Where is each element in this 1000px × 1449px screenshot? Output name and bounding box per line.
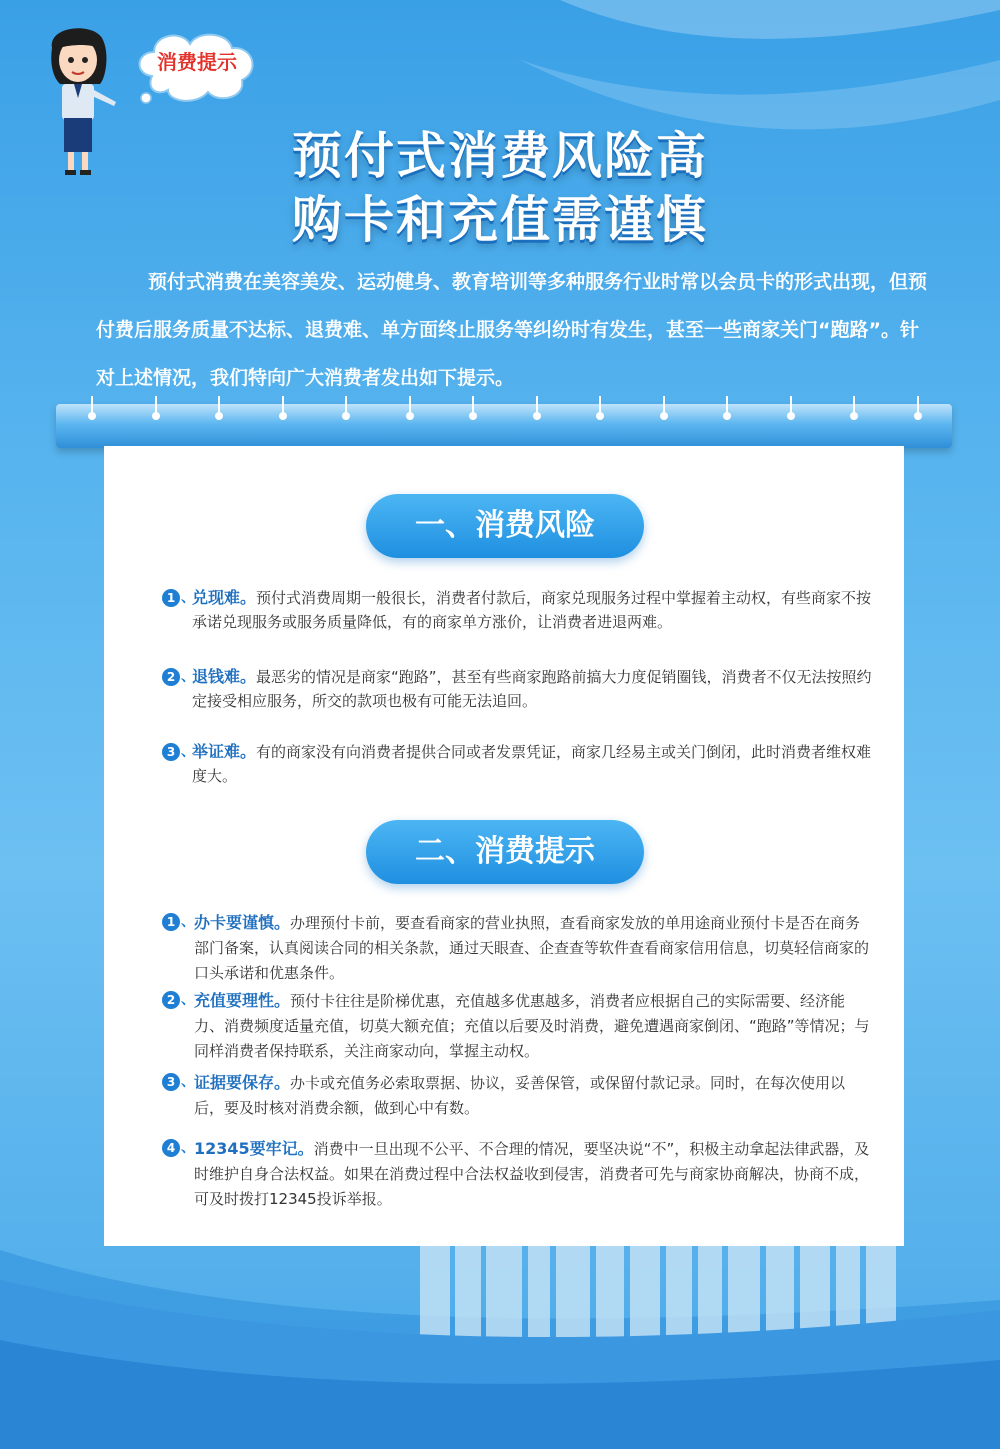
tip-item-text: 消费中一旦出现不公平、不合理的情况，要坚决说“不”，积极主动拿起法律武器，及时维护自身合法权益。如果在消费过程中合法权益收到侵害，消费者可先与商家协商解决，协商不成，可及时拨打12345投诉举报。 <box>194 1140 870 1208</box>
tip-item-lead: 充值要理性。 <box>194 991 291 1010</box>
tip-item: 4 、 12345要牢记。消费中一旦出现不公平、不合理的情况，要坚决说“不”，积极主动拿起法律武器，及时维护自身合法权益。如果在消费过程中合法权益收到侵害，消费者可先与商家协商解决，协商不成，可及时拨打12345投诉举报。 <box>162 1136 874 1212</box>
risk-item-text: 最恶劣的情况是商家“跑路”，甚至有些商家跑路前搞大力度促销圈钱，消费者不仅无法按照约定接受相应服务，所交的款项也极有可能无法追回。 <box>192 668 872 710</box>
risk-item: 1 、 兑现难。预付式消费周期一般很长，消费者付款后，商家兑现服务过程中掌握着主动权，有些商家不按承诺兑现服务或服务质量降低，有的商家单方涨价，让消费者进退两难。 <box>162 586 874 634</box>
risk-item-text: 有的商家没有向消费者提供合同或者发票凭证，商家几经易主或关门倒闭，此时消费者维权难度大。 <box>192 743 872 785</box>
badge-label: 消费提示 <box>157 50 237 74</box>
risk-item: 2 、 退钱难。最恶劣的情况是商家“跑路”，甚至有些商家跑路前搞大力度促销圈钱，消费者不仅无法按照约定接受相应服务，所交的款项也极有可能无法追回。 <box>162 665 874 713</box>
risk-item-text: 预付式消费周期一般很长，消费者付款后，商家兑现服务过程中掌握着主动权，有些商家不按承诺兑现服务或服务质量降低，有的商家单方涨价，让消费者进退两难。 <box>192 589 872 631</box>
scroll-ring-icon <box>787 396 795 424</box>
scroll-ring-icon <box>723 396 731 424</box>
tip-item-text: 办卡或充值务必索取票据、协议，妥善保管，或保留付款记录。同时，在每次使用以后，要及时核对消费余额，做到心中有数。 <box>194 1074 846 1117</box>
number-badge-icon: 3 <box>162 743 180 761</box>
number-badge-icon: 1 <box>162 589 180 607</box>
scroll-ring-icon <box>152 396 160 424</box>
risk-item: 3 、 举证难。有的商家没有向消费者提供合同或者发票凭证，商家几经易主或关门倒闭，此时消费者维权难度大。 <box>162 740 874 788</box>
section2-heading: 二、消费提示 <box>366 820 644 884</box>
scroll-ring-icon <box>279 396 287 424</box>
scroll-ring-icon <box>215 396 223 424</box>
tip-item-lead: 办卡要谨慎。 <box>194 913 291 932</box>
tip-item: 2 、 充值要理性。预付卡往往是阶梯优惠，充值越多优惠越多，消费者应根据自己的实际需要、经济能力、消费频度适量充值，切莫大额充值；充值以后要及时消费，避免遭遇商家倒闭、“跑路”等情况；与同样消费者保持联系，关注商家动向，掌握主动权。 <box>162 988 874 1064</box>
scroll-ring-icon <box>533 396 541 424</box>
tip-item: 1 、 办卡要谨慎。办理预付卡前，要查看商家的营业执照，查看商家发放的单用途商业预付卡是否在商务部门备案，认真阅读合同的相关条款，通过天眼查、企查查等软件查看商家信用信息，切莫轻信商家的口头承诺和优惠条件。 <box>162 910 874 986</box>
page-title-line1: 预付式消费风险高 <box>292 127 708 185</box>
intro-paragraph: 预付式消费在美容美发、运动健身、教育培训等多种服务行业时常以会员卡的形式出现，但预付费后服务质量不达标、退费难、单方面终止服务等纠纷时有发生，甚至一些商家关门“跑路”。针对上述情况，我们特向广大消费者发出如下提示。 <box>96 271 928 389</box>
scroll-ring-icon <box>596 396 604 424</box>
number-badge-icon: 3 <box>162 1073 180 1091</box>
scroll-ring-icon <box>406 396 414 424</box>
scroll-ring-icon <box>850 396 858 424</box>
risk-item-lead: 兑现难。 <box>192 588 257 607</box>
section1-heading: 一、消费风险 <box>366 494 644 558</box>
risk-item-lead: 举证难。 <box>192 742 257 761</box>
number-badge-icon: 2 <box>162 991 180 1009</box>
tip-item-lead: 12345要牢记。 <box>194 1139 314 1158</box>
scroll-ring-icon <box>914 396 922 424</box>
risk-item-lead: 退钱难。 <box>192 667 257 686</box>
scroll-ring-icon <box>660 396 668 424</box>
scroll-ring-icon <box>342 396 350 424</box>
tip-item: 3 、 证据要保存。办卡或充值务必索取票据、协议，妥善保管，或保留付款记录。同时，在每次使用以后，要及时核对消费余额，做到心中有数。 <box>162 1070 874 1121</box>
number-badge-icon: 1 <box>162 913 180 931</box>
scroll-ring-icon <box>469 396 477 424</box>
scroll-roll <box>56 404 952 448</box>
scroll-ring-icon <box>88 396 96 424</box>
page-title-line2: 购卡和充值需谨慎 <box>292 191 708 249</box>
number-badge-icon: 2 <box>162 668 180 686</box>
tip-item-text: 预付卡往往是阶梯优惠，充值越多优惠越多，消费者应根据自己的实际需要、经济能力、消费频度适量充值，切莫大额充值；充值以后要及时消费，避免遭遇商家倒闭、“跑路”等情况；与同样消费者保持联系，关注商家动向，掌握主动权。 <box>194 992 870 1060</box>
number-badge-icon: 4 <box>162 1139 180 1157</box>
tip-item-text: 办理预付卡前，要查看商家的营业执照，查看商家发放的单用途商业预付卡是否在商务部门备案，认真阅读合同的相关条款，通过天眼查、企查查等软件查看商家信用信息，切莫轻信商家的口头承诺和优惠条件。 <box>194 914 870 982</box>
tip-item-lead: 证据要保存。 <box>194 1073 291 1092</box>
